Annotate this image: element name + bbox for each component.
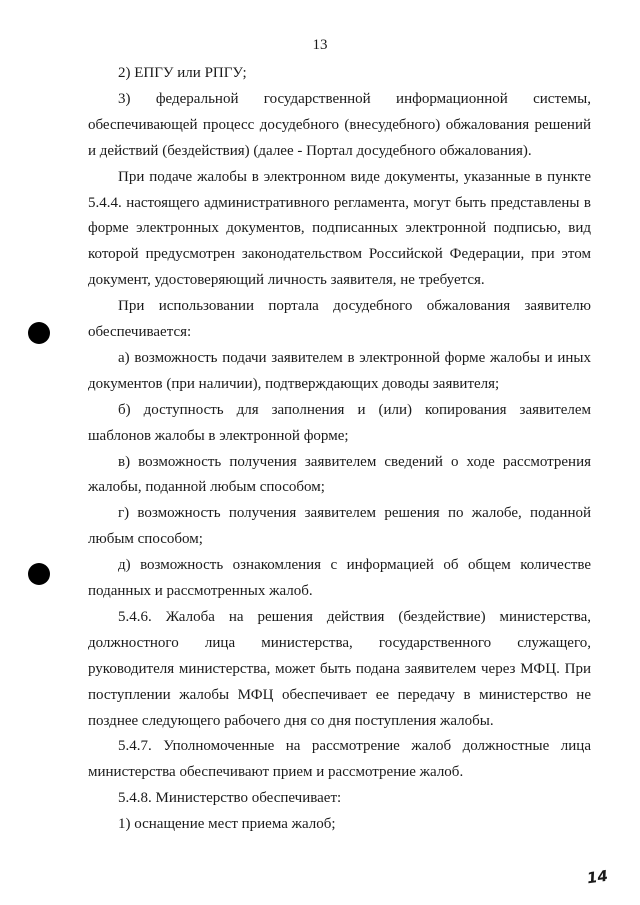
text-line: 3) федеральной государственной информационной системы,: [118, 90, 591, 107]
text-line: 5.4.7. Уполномоченные на рассмотрение жалоб должностные лица: [118, 738, 591, 755]
text-line: 5.4.6. Жалоба на решения действия (бездействие) министерства,: [118, 608, 591, 625]
text-line: 1) оснащение мест приема жалоб;: [118, 816, 336, 833]
text-line: шаблонов жалобы в электронной форме;: [88, 427, 349, 444]
text-line: обеспечивающей процесс досудебного (внесудебного) обжалования решений: [88, 116, 591, 133]
text-line: руководителя министерства, может быть подана заявителем через МФЦ. При: [88, 660, 591, 677]
text-line: При использовании портала досудебного обжалования заявителю: [118, 298, 591, 315]
page-number: 13: [312, 37, 328, 53]
text-line: б) доступность для заполнения и (или) копирования заявителем: [118, 401, 591, 418]
binder-hole-top: [28, 322, 50, 344]
text-line: 2) ЕПГУ или РПГУ;: [118, 65, 247, 81]
text-line: должностного лица министерства, государственного служащего,: [88, 634, 591, 651]
text-line: документ, удостоверяющий личность заявителя, не требуется.: [88, 272, 485, 289]
binder-hole-bottom: [28, 563, 50, 585]
text-line: поданных и рассмотренных жалоб.: [88, 583, 313, 599]
text-line: документов (при наличии), подтверждающих доводы заявителя;: [88, 375, 500, 392]
text-line: 5.4.4. настоящего административного регламента, могут быть представлены в: [88, 194, 591, 211]
handwritten-page-mark: 14: [585, 866, 610, 888]
text-line: форме электронных документов, подписанных электронной подписью, вид: [88, 220, 591, 237]
text-line: д) возможность ознакомления с информацией об общем количестве: [118, 557, 591, 574]
text-line: а) возможность подачи заявителем в электронной форме жалобы и иных: [118, 349, 591, 366]
text-line: которой предусмотрен законодательством Российской Федерации, при этом: [88, 246, 591, 263]
text-line: 5.4.8. Министерство обеспечивает:: [118, 790, 342, 807]
text-line: жалобы, поданной любым способом;: [88, 479, 325, 496]
text-line: поступлении жалобы МФЦ обеспечивает ее передачу в министерство не: [88, 686, 591, 703]
text-line: министерства обеспечивают прием и рассмотрение жалоб.: [88, 764, 464, 781]
text-line: обеспечивается:: [88, 324, 192, 340]
text-line: позднее следующего рабочего дня со дня поступления жалобы.: [88, 712, 494, 729]
text-line: в) возможность получения заявителем сведений о ходе рассмотрения: [118, 453, 591, 470]
text-line: При подаче жалобы в электронном виде документы, указанные в пункте: [118, 168, 591, 185]
text-line: г) возможность получения заявителем решения по жалобе, поданной: [118, 505, 591, 522]
text-line: любым способом;: [88, 531, 203, 548]
text-line: и действий (бездействия) (далее - Портал досудебного обжалования).: [88, 142, 532, 159]
